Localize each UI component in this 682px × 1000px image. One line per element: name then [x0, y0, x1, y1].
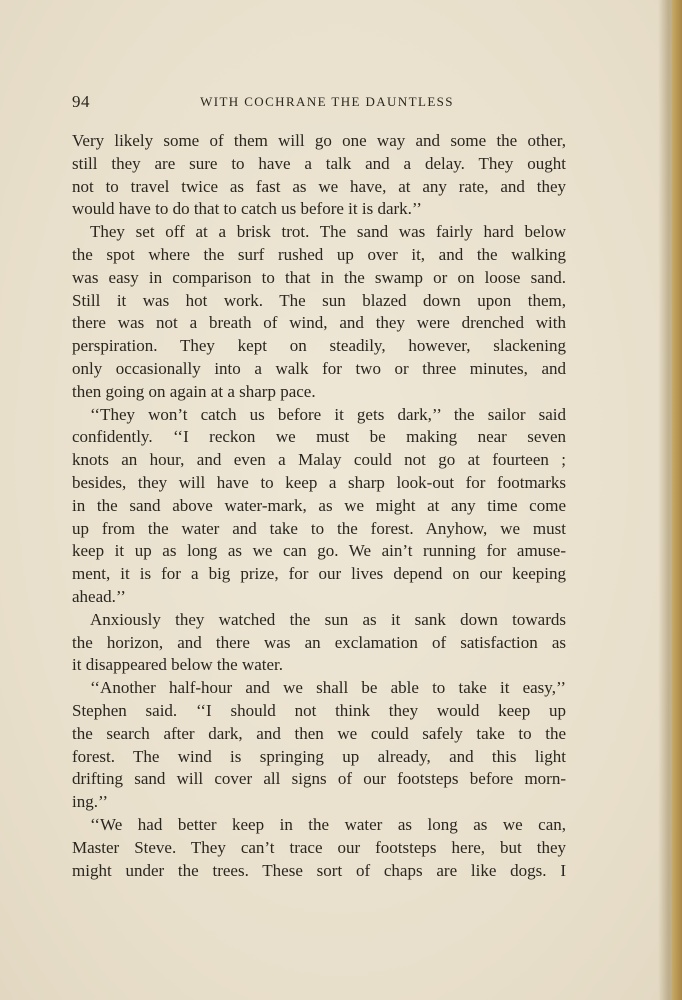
running-head: WITH COCHRANE THE DAUNTLESS	[200, 94, 454, 109]
text-line: only occasionally into a walk for two or three minutes, and	[72, 358, 566, 378]
page-number: 94	[72, 92, 90, 111]
text-line: might under the trees. These sort of chaps are like dogs. I	[72, 860, 566, 880]
text-line: there was not a breath of wind, and they were drenched with	[72, 313, 566, 333]
text-line: the horizon, and there was an exclamation of satisfaction as	[72, 632, 566, 652]
text-line: keep it up as long as we can go. We ain’t running for amuse-	[72, 541, 566, 561]
text-line: confidently. ‘‘I reckon we must be making near seven	[72, 427, 566, 447]
text-line: Still it was hot work. The sun blazed down upon them,	[72, 290, 566, 310]
text-line: ment, it is for a big prize, for our lives depend on our keeping	[72, 564, 566, 584]
text-line: ing.’’	[72, 792, 109, 812]
text-line: then going on again at a sharp pace.	[72, 381, 316, 401]
text-line: the spot where the surf rushed up over it, and the walking	[72, 244, 566, 264]
text-line: Anxiously they watched the sun as it sank down towards	[90, 609, 566, 629]
text-line: would have to do that to catch us before it is dark.’’	[72, 199, 422, 219]
text-line: in the sand above water-mark, as we might at any time come	[72, 495, 566, 515]
text-line: besides, they will have to keep a sharp look-out for footmarks	[72, 472, 566, 492]
text-line: Stephen said. ‘‘I should not think they would keep up	[72, 700, 566, 720]
text-line: drifting sand will cover all signs of our footsteps before morn-	[72, 769, 566, 789]
text-line: up from the water and take to the forest. Anyhow, we must	[72, 518, 566, 538]
text-line: it disappeared below the water.	[72, 655, 284, 675]
text-line: perspiration. They kept on steadily, however, slackening	[72, 336, 566, 356]
text-line: ‘‘Another half-hour and we shall be able to take it easy,’’	[90, 678, 566, 698]
page-edge	[672, 0, 682, 1000]
text-line: Master Steve. They can’t trace our footsteps here, but they	[72, 837, 566, 857]
text-line: still they are sure to have a talk and a delay. They ought	[72, 153, 566, 173]
text-line: ahead.’’	[72, 586, 126, 606]
page-header	[72, 92, 566, 114]
text-line: the search after dark, and then we could safely take to the	[72, 723, 566, 743]
body-text	[72, 130, 566, 882]
text-line: ‘‘We had better keep in the water as long as we can,	[90, 814, 566, 834]
text-line: was easy in comparison to that in the swamp or on loose sand.	[72, 267, 566, 287]
text-line: not to travel twice as fast as we have, at any rate, and they	[72, 176, 566, 196]
text-line: Very likely some of them will go one way and some the other,	[72, 131, 566, 150]
text-line: knots an hour, and even a Malay could not go at fourteen ;	[72, 450, 566, 470]
text-line: ‘‘They won’t catch us before it gets dark,’’ the sailor said	[90, 404, 566, 424]
text-line: They set off at a brisk trot. The sand was fairly hard below	[90, 222, 566, 242]
text-line: forest. The wind is springing up already, and this light	[72, 746, 566, 766]
